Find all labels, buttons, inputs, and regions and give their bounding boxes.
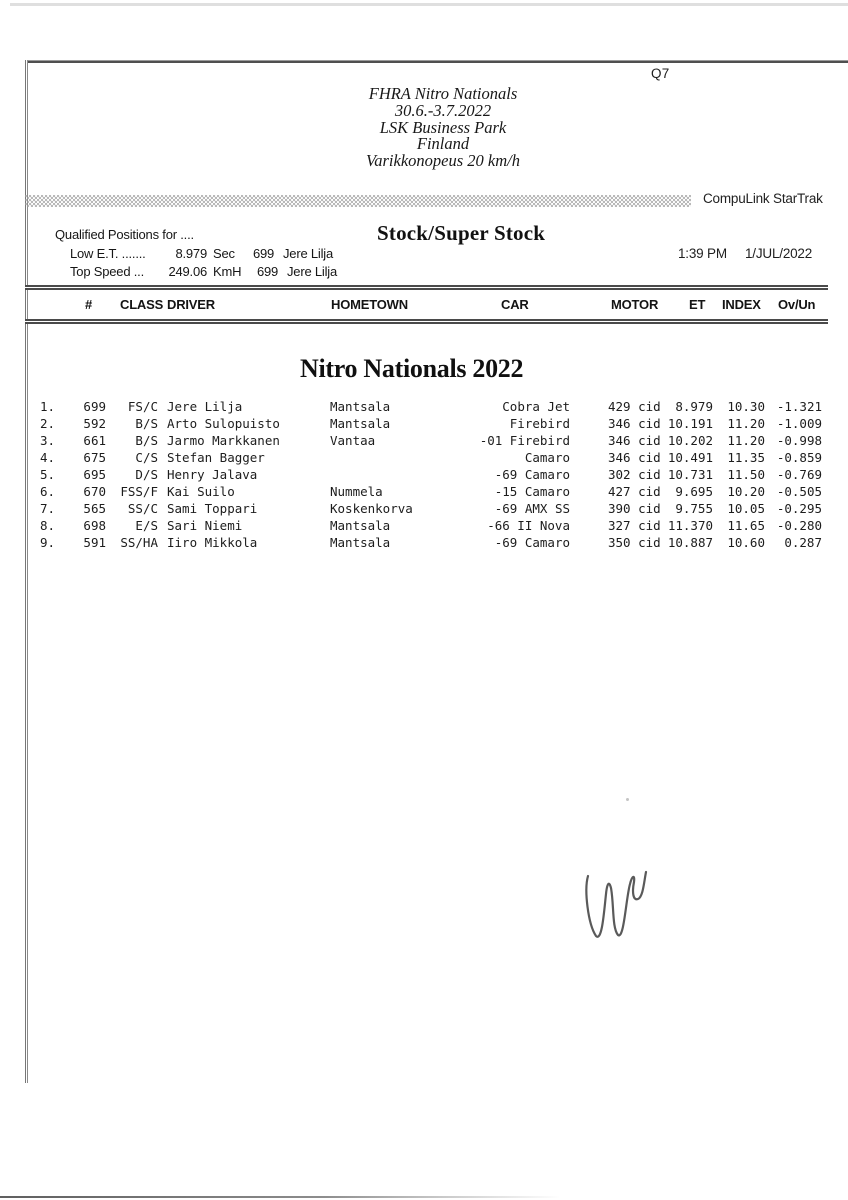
cell-car: -01 Firebird (479, 433, 570, 448)
cell-driver: Arto Sulopuisto (167, 416, 280, 431)
cell-rank: 5. (40, 467, 56, 482)
cell-index: 10.20 (727, 484, 765, 499)
event-dates: 30.6.-3.7.2022 (394, 100, 492, 120)
cell-motor: 327 cid (608, 518, 661, 533)
cell-car: Cobra Jet (502, 399, 570, 414)
cell-car: -69 AMX SS (494, 501, 570, 516)
cell-class: B/S (135, 433, 158, 448)
cell-index: 11.65 (727, 518, 765, 533)
cell-index: 10.30 (727, 399, 765, 414)
signature-mark (580, 860, 655, 955)
cell-motor: 346 cid (608, 450, 661, 465)
cell-number: 591 (83, 535, 106, 550)
cell-index: 11.20 (727, 416, 765, 431)
cell-ovun: -0.295 (776, 501, 822, 516)
table-row (25, 449, 822, 466)
table-row (25, 398, 822, 415)
cell-et: 9.755 (675, 501, 713, 516)
low-et-label: Low E.T. ....... (70, 246, 146, 261)
qualified-positions-label: Qualified Positions for .... (55, 227, 194, 242)
event-title: FHRA Nitro Nationals (368, 84, 518, 103)
cell-number: 675 (83, 450, 106, 465)
cell-driver: Stefan Bagger (167, 450, 265, 465)
results-title: Nitro Nationals 2022 (300, 354, 524, 383)
cell-hometown: Mantsala (330, 416, 391, 431)
cell-hometown (330, 449, 445, 466)
cell-class: SS/HA (120, 535, 158, 550)
header-rule-top (25, 285, 828, 290)
cell-ovun: -0.998 (776, 433, 822, 448)
col-header-et: ET (689, 297, 706, 312)
brand-label: CompuLink StarTrak (703, 191, 823, 206)
cell-driver: Sari Niemi (167, 518, 243, 533)
cell-et: 9.695 (675, 484, 713, 499)
cell-car: Camaro (524, 450, 570, 465)
cell-class: SS/C (127, 501, 158, 516)
top-speed-value: 249.06 (168, 264, 207, 279)
cell-hometown: Vantaa (330, 433, 376, 448)
cell-et: 10.191 (667, 416, 713, 431)
cell-hometown: Mantsala (330, 518, 391, 533)
cell-motor: 346 cid (608, 416, 661, 431)
scan-speck (626, 798, 629, 801)
cell-motor: 302 cid (608, 467, 661, 482)
cell-class: C/S (135, 450, 158, 465)
table-row (25, 517, 822, 534)
cell-ovun: -1.321 (776, 399, 822, 414)
cell-driver: Jere Lilja (167, 399, 243, 414)
table-row (25, 466, 822, 483)
cell-car: -15 Camaro (494, 484, 570, 499)
event-venue: LSK Business Park (379, 117, 507, 137)
low-et-unit: Sec (213, 246, 235, 261)
cell-number: 699 (83, 399, 106, 414)
cell-index: 10.05 (727, 501, 765, 516)
table-row (25, 483, 822, 500)
cell-class: FS/C (127, 399, 158, 414)
event-country: Finland (416, 134, 470, 154)
top-speed-driver: Jere Lilja (287, 264, 338, 279)
cell-ovun: -0.505 (776, 484, 822, 499)
cell-hometown: Mantsala (330, 535, 391, 550)
cell-motor: 429 cid (608, 399, 661, 414)
cell-index: 10.60 (727, 535, 765, 550)
col-header-car: CAR (501, 297, 529, 312)
cell-driver: Iiro Mikkola (167, 535, 258, 550)
cell-et: 8.979 (675, 399, 713, 414)
cell-number: 592 (83, 416, 106, 431)
cell-index: 11.20 (727, 433, 765, 448)
top-speed-car-number: 699 (257, 264, 279, 279)
cell-class: B/S (135, 416, 158, 431)
cell-rank: 9. (40, 535, 56, 550)
cell-et: 10.887 (667, 535, 713, 550)
cell-number: 565 (83, 501, 106, 516)
cell-ovun: -0.769 (776, 467, 822, 482)
col-header-driver: DRIVER (167, 297, 215, 312)
cell-ovun: -1.009 (776, 416, 822, 431)
print-time: 1:39 PM (678, 246, 727, 261)
cell-rank: 8. (40, 518, 56, 533)
results-rows (25, 398, 822, 551)
cell-rank: 6. (40, 484, 56, 499)
col-header-class: CLASS (120, 297, 164, 312)
cell-ovun: -0.859 (776, 450, 822, 465)
cell-motor: 390 cid (608, 501, 661, 516)
event-header (143, 86, 743, 170)
top-speed-label: Top Speed ... (70, 264, 145, 279)
cell-number: 698 (83, 518, 106, 533)
col-header-motor: MOTOR (611, 297, 659, 312)
page-border-left (25, 60, 28, 1083)
cell-rank: 3. (40, 433, 56, 448)
cell-class: FSS/F (120, 484, 158, 499)
col-header-hometown: HOMETOWN (331, 297, 408, 312)
cell-hometown: Koskenkorva (330, 501, 413, 516)
low-et-car-number: 699 (253, 246, 275, 261)
cell-car: -69 Camaro (494, 535, 570, 550)
cell-class: D/S (135, 467, 158, 482)
top-speed-unit: KmH (213, 264, 242, 279)
table-row (25, 432, 822, 449)
cell-et: 10.731 (667, 467, 713, 482)
cell-et: 11.370 (667, 518, 713, 533)
table-row (25, 500, 822, 517)
cell-ovun: 0.287 (784, 535, 822, 550)
cell-et: 10.202 (667, 433, 713, 448)
low-et-value: 8.979 (175, 246, 207, 261)
cell-driver: Kai Suilo (167, 484, 235, 499)
print-date: 1/JUL/2022 (745, 246, 813, 261)
table-row (25, 415, 822, 432)
cell-index: 11.35 (727, 450, 765, 465)
page-border-top (25, 60, 848, 63)
halftone-band (25, 195, 691, 207)
cell-number: 661 (83, 433, 106, 448)
header-rule-bottom (25, 319, 828, 324)
col-header-index: INDEX (722, 297, 761, 312)
cell-driver: Henry Jalava (167, 467, 258, 482)
col-header-ovun: Ov/Un (778, 297, 816, 312)
cell-motor: 427 cid (608, 484, 661, 499)
cell-rank: 1. (40, 399, 56, 414)
cell-motor: 346 cid (608, 433, 661, 448)
cell-driver: Jarmo Markkanen (167, 433, 280, 448)
low-et-driver: Jere Lilja (283, 246, 334, 261)
event-note: Varikkonopeus 20 km/h (366, 151, 520, 171)
cell-et: 10.491 (667, 450, 713, 465)
cell-hometown (330, 466, 445, 483)
category-title: Stock/Super Stock (377, 221, 546, 245)
cell-rank: 2. (40, 416, 56, 431)
cell-hometown: Mantsala (330, 399, 391, 414)
cell-car: Firebird (509, 416, 570, 431)
cell-car: -69 Camaro (494, 467, 570, 482)
cell-index: 11.50 (727, 467, 765, 482)
table-row (25, 534, 822, 551)
cell-car: -66 II Nova (487, 518, 570, 533)
cell-number: 670 (83, 484, 106, 499)
cell-rank: 7. (40, 501, 56, 516)
cell-driver: Sami Toppari (167, 501, 258, 516)
scan-artifact-bottom (0, 1196, 590, 1198)
cell-rank: 4. (40, 450, 56, 465)
col-header-number: # (85, 297, 93, 312)
scan-artifact-top (10, 3, 848, 6)
cell-number: 695 (83, 467, 106, 482)
page-code: Q7 (651, 66, 670, 81)
cell-motor: 350 cid (608, 535, 661, 550)
cell-ovun: -0.280 (776, 518, 822, 533)
cell-class: E/S (135, 518, 158, 533)
cell-hometown: Nummela (330, 484, 383, 499)
